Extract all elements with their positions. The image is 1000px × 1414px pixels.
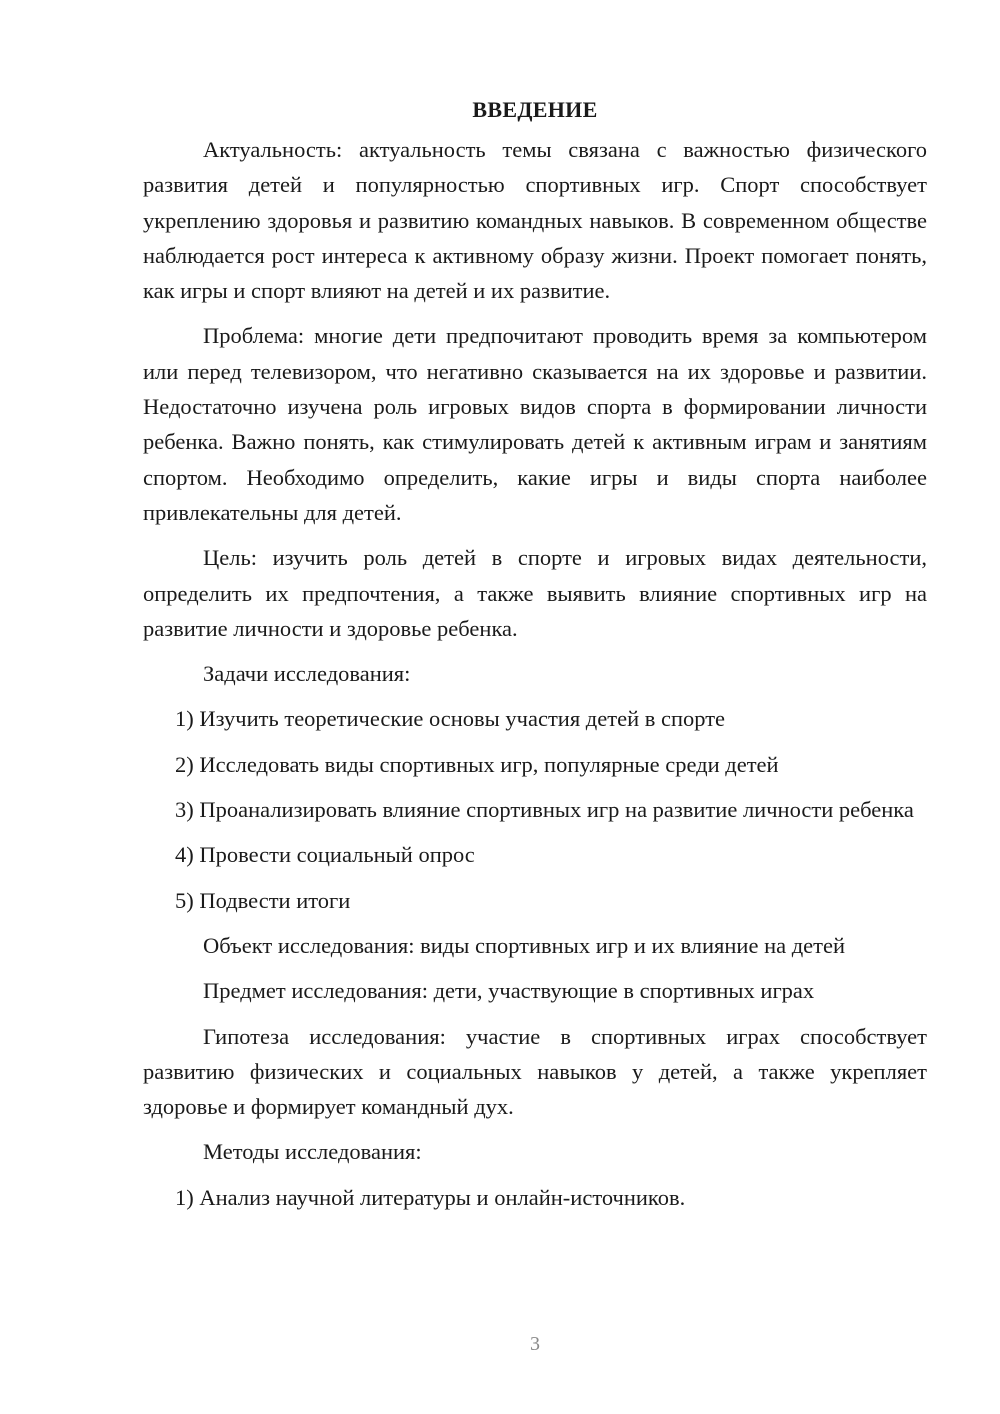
relevance-paragraph: Актуальность: актуальность темы связана с важностью физического развития детей и популярностью спортивных игр. Спорт способствует укреплению здоровья и развитию командных навыков. В современном обществе наблюдается рост интереса к активному образу жизни. Проект помогает понять, как игры и спорт влияют на детей и их развитие. xyxy=(143,137,927,304)
methods-heading: Методы исследования: xyxy=(203,1139,422,1165)
subject-paragraph: Предмет исследования: дети, участвующие в спортивных играх xyxy=(203,978,815,1004)
problem-paragraph: Проблема: многие дети предпочитают проводить время за компьютером или перед телевизором, что негативно сказывается на их здоровье и развитии. Недостаточно изучена роль игровых видов спорта в формировании личности ребенка. Важно понять, как стимулировать детей к активным играм и занятиям спортом. Необходимо определить, какие игры и виды спорта наиболее привлекательны для детей. xyxy=(143,323,927,525)
task-item-3: 3) Проанализировать влияние спортивных игр на развитие личности ребенка xyxy=(175,797,914,823)
task-item-2: 2) Исследовать виды спортивных игр, популярные среди детей xyxy=(175,751,779,777)
tasks-heading: Задачи исследования: xyxy=(203,661,411,687)
method-item-1: 1) Анализ научной литературы и онлайн-источников. xyxy=(175,1184,686,1210)
object-paragraph: Объект исследования: виды спортивных игр и их влияние на детей xyxy=(203,932,846,958)
page-title: ВВЕДЕНИЕ xyxy=(472,97,598,122)
task-item-4: 4) Провести социальный опрос xyxy=(175,842,475,868)
page-number: 3 xyxy=(530,1333,540,1355)
document-page xyxy=(143,92,927,1225)
goal-paragraph: Цель: изучить роль детей в спорте и игровых видах деятельности, определить их предпочтения, а также выявить влияние спортивных игр на развитие личности и здоровье ребенка. xyxy=(143,545,927,641)
hypothesis-paragraph: Гипотеза исследования: участие в спортивных играх способствует развитию физических и социальных навыков у детей, а также укрепляет здоровье и формирует командный дух. xyxy=(143,1023,927,1120)
task-item-1: 1) Изучить теоретические основы участия детей в спорте xyxy=(175,706,726,732)
task-item-5: 5) Подвести итоги xyxy=(175,887,351,913)
